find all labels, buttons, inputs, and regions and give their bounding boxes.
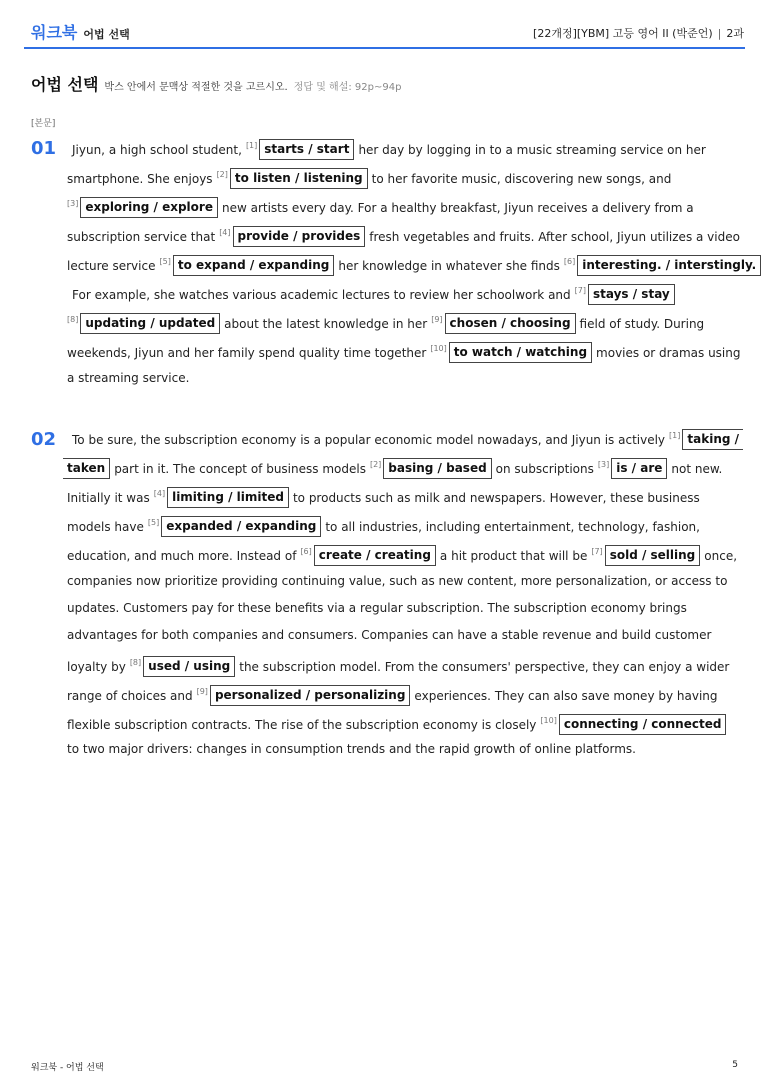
q2-line-11: [67, 709, 730, 733]
choice-box[interactable]: starts / start: [259, 139, 354, 160]
instruction-text: 박스 안에서 문맥상 적절한 것을 고르시오.: [104, 82, 288, 93]
answer-reference: 정답 및 해설: 92p~94p: [293, 82, 402, 93]
q2-line-6: [67, 569, 727, 593]
choice-box[interactable]: used / using: [143, 656, 235, 677]
passage-text: updates. Customers pay for these benefits via a regular subscription. The subscription economy brings: [67, 601, 687, 615]
passage-text: Initially it was: [67, 491, 150, 505]
blank-number: [6]: [300, 547, 312, 556]
blank-number: [2]: [216, 170, 228, 179]
lesson-label: 2과: [726, 27, 744, 40]
passage-text: new artists every day. For a healthy breakfast, Jiyun receives a delivery from a: [221, 201, 694, 215]
choice-box[interactable]: interesting. / interstingly.: [577, 255, 761, 276]
blank-number: [7]: [591, 547, 603, 556]
blank-number: [4]: [153, 489, 166, 498]
choice-box[interactable]: basing / based: [383, 458, 491, 479]
q2-line-9: [67, 651, 729, 675]
blank-number: [1]: [245, 141, 258, 150]
footer-label: 워크북 - 어법 선택: [31, 1063, 104, 1073]
choice-box[interactable]: taking /: [682, 429, 743, 450]
question-number-02: 02: [31, 429, 57, 450]
blank-number: [10]: [430, 344, 447, 353]
choice-box[interactable]: updating / updated: [80, 313, 220, 334]
q1-line-5: [67, 250, 765, 274]
passage-text: subscription service that: [67, 230, 216, 244]
passage-text: her day by logging in to a music streaming service on her: [358, 143, 706, 157]
q1-line-8: [67, 337, 740, 361]
blank-number: [8]: [129, 658, 142, 667]
passage-text: to products such as milk and newspapers. However, these business: [292, 491, 700, 505]
passage-text: education, and much more. Instead of: [67, 549, 297, 563]
q1-line-1: [72, 134, 706, 158]
blank-number: [9]: [196, 687, 208, 696]
passage-text: the subscription model. From the consumers' perspective, they can enjoy a wider: [239, 660, 730, 674]
choice-box[interactable]: create / creating: [314, 545, 436, 566]
q1-line-6: [72, 279, 679, 303]
passage-text: to her favorite music, discovering new songs, and: [371, 172, 672, 186]
choice-box[interactable]: chosen / choosing: [445, 313, 576, 334]
choice-box[interactable]: provide / provides: [233, 226, 366, 247]
choice-box[interactable]: personalized / personalizing: [210, 685, 410, 706]
choice-box[interactable]: exploring / explore: [80, 197, 218, 218]
passage-tag: [본문]: [31, 119, 56, 129]
choice-box[interactable]: sold / selling: [605, 545, 701, 566]
passage-text: not new.: [671, 462, 723, 476]
blank-number: [5]: [159, 257, 171, 266]
q2-line-7: [67, 596, 687, 620]
question-number-01: 01: [31, 138, 57, 159]
q2-line-2: [63, 453, 722, 477]
page-title: 어법 선택: [31, 75, 99, 94]
brand: [31, 20, 130, 43]
choice-box[interactable]: expanded / expanding: [161, 516, 321, 537]
q2-line-4: [67, 511, 700, 535]
header-divider: [24, 47, 745, 49]
passage-text: range of choices and: [67, 689, 193, 703]
q1-line-4: [67, 221, 740, 245]
choice-box[interactable]: is / are: [611, 458, 667, 479]
passage-text: experiences. They can also save money by having: [414, 689, 718, 703]
passage-text: once,: [704, 549, 738, 563]
q1-line-9: [67, 366, 189, 390]
q2-line-10: [67, 680, 718, 704]
passage-text: on subscriptions: [495, 462, 594, 476]
blank-number: [10]: [540, 716, 557, 725]
blank-number: [3]: [597, 460, 610, 469]
brand-logo-text: 워크북: [31, 23, 78, 42]
choice-box[interactable]: to watch / watching: [449, 342, 592, 363]
choice-box[interactable]: limiting / limited: [167, 487, 289, 508]
blank-number: [2]: [369, 460, 382, 469]
passage-text: lecture service: [67, 259, 156, 273]
passage-text: To be sure, the subscription economy is a popular economic model nowadays, and Jiyun is actively: [72, 433, 666, 447]
q2-line-1: [72, 424, 747, 448]
choice-box-continued[interactable]: taken: [63, 458, 110, 479]
passage-text: companies now prioritize providing continuing value, such as new content, more personalization, or access to: [67, 574, 728, 588]
blank-number: [7]: [574, 286, 586, 295]
choice-box[interactable]: stays / stay: [588, 284, 675, 305]
passage-text: her knowledge in whatever she finds: [338, 259, 560, 273]
blank-number: [4]: [219, 228, 231, 237]
passage-text: Jiyun, a high school student,: [72, 143, 242, 157]
passage-text: to all industries, including entertainment, technology, fashion,: [325, 520, 700, 534]
choice-box[interactable]: to expand / expanding: [173, 255, 335, 276]
course-title: [22개정][YBM] 고등 영어 II (박준언): [533, 27, 713, 40]
passage-text: advantages for both companies and consumers. Companies can have a stable revenue and build customer: [67, 628, 712, 642]
passage-text: fresh vegetables and fruits. After school, Jiyun utilizes a video: [369, 230, 740, 244]
page-number: 5: [732, 1060, 738, 1070]
passage-text: weekends, Jiyun and her family spend quality time together: [67, 346, 427, 360]
choice-box[interactable]: to listen / listening: [230, 168, 368, 189]
passage-text: loyalty by: [67, 660, 126, 674]
blank-number: [5]: [147, 518, 160, 527]
passage-text: For example, she watches various academic lectures to review her schoolwork and: [72, 288, 571, 302]
passage-text: flexible subscription contracts. The rise of the subscription economy is closely: [67, 718, 537, 732]
passage-text: part in it. The concept of business models: [114, 462, 366, 476]
blank-number: [9]: [431, 315, 443, 324]
passage-text: about the latest knowledge in her: [224, 317, 428, 331]
q2-line-8: [67, 623, 711, 647]
separator: |: [717, 27, 722, 40]
passage-text: a hit product that will be: [439, 549, 588, 563]
passage-text: models have: [67, 520, 144, 534]
q2-line-5: [67, 540, 737, 564]
worksheet-title: [31, 72, 401, 95]
q2-line-12: [67, 737, 636, 761]
blank-number: [3]: [67, 199, 79, 208]
q2-line-3: [67, 482, 700, 506]
course-info: [533, 25, 744, 41]
section-label: 어법 선택: [83, 28, 130, 41]
q1-line-2: [67, 163, 671, 187]
passage-text: movies or dramas using: [596, 346, 741, 360]
passage-text: smartphone. She enjoys: [67, 172, 213, 186]
blank-number: [6]: [563, 257, 576, 266]
passage-text: field of study. During: [579, 317, 705, 331]
passage-text: to two major drivers: changes in consumption trends and the rapid growth of online platforms.: [67, 742, 636, 756]
page-header: [0, 0, 768, 48]
blank-number: [8]: [67, 315, 79, 324]
blank-number: [1]: [669, 431, 681, 440]
passage-text: a streaming service.: [67, 371, 190, 385]
q1-line-3: [67, 192, 694, 216]
q1-line-7: [67, 308, 704, 332]
choice-box[interactable]: connecting / connected: [559, 714, 727, 735]
